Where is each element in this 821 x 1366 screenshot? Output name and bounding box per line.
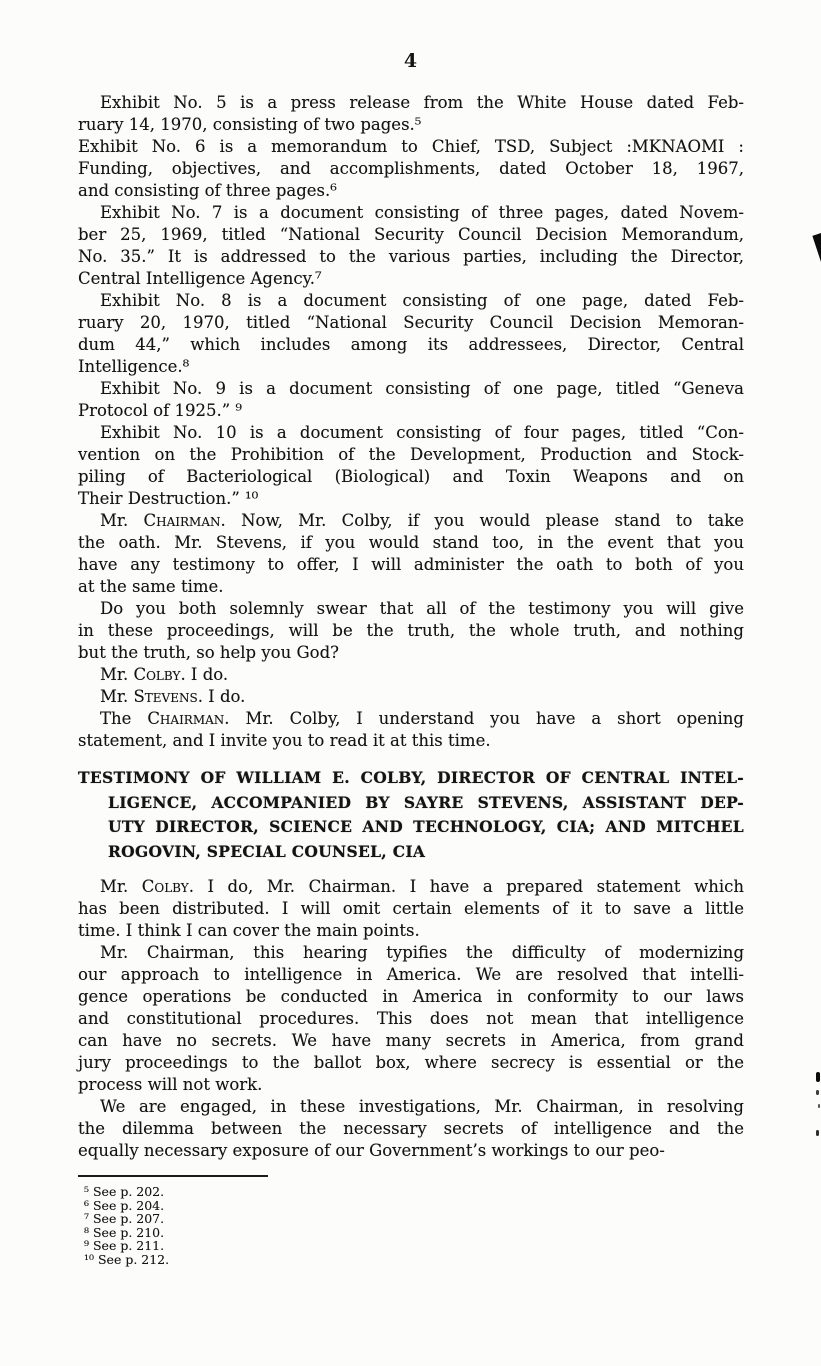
heading-line: UTY DIRECTOR, SCIENCE AND TECHNOLOGY, CIA; AND MITCHEL xyxy=(108,817,744,836)
text-line: Exhibit No. 5 is a press release from the White House dated Feb- xyxy=(100,93,744,112)
text-line: and constitutional procedures. This does not mean that intelligence xyxy=(78,1009,744,1028)
paragraph xyxy=(78,510,744,598)
text-run: Mr. xyxy=(100,511,144,530)
text-line: time. I think I can cover the main points. xyxy=(78,921,420,940)
text-line: the dilemma between the necessary secrets of intelligence and the xyxy=(78,1119,744,1138)
heading-line: ROGOVIN, SPECIAL COUNSEL, CIA xyxy=(108,841,426,861)
text-line xyxy=(78,876,744,898)
text-line: Do you both solemnly swear that all of the testimony you will give xyxy=(100,599,744,618)
text-run: . I do. xyxy=(180,665,229,684)
text-line: equally necessary exposure of our Government’s workings to our peo- xyxy=(78,1141,665,1160)
footnote-item: ⁹ See p. 211. xyxy=(84,1238,165,1253)
text-line: No. 35.” It is addressed to the various parties, including the Director, xyxy=(78,247,744,266)
text-line: Exhibit No. 10 is a document consisting of four pages, titled “Con- xyxy=(100,423,744,442)
text-line: Exhibit No. 6 is a memorandum to Chief, TSD, Subject :MKNAOMI : xyxy=(78,137,744,156)
speaker-name: Colby xyxy=(141,877,189,896)
text-line: ber 25, 1969, titled “National Security Council Decision Memorandum, xyxy=(78,225,744,244)
paragraph xyxy=(78,1096,744,1162)
paragraph xyxy=(78,942,744,1096)
ink-smudge xyxy=(809,233,821,262)
paragraph xyxy=(78,290,744,378)
text-line: We are engaged, in these investigations, Mr. Chairman, in resolving xyxy=(100,1097,744,1116)
paragraph xyxy=(78,422,744,510)
text-line xyxy=(78,664,744,686)
text-run: Mr. xyxy=(100,877,142,896)
text-line xyxy=(78,510,744,532)
footnote-item: ⁷ See p. 207. xyxy=(84,1211,165,1226)
paragraph xyxy=(78,136,744,202)
text-line: and consisting of three pages.⁶ xyxy=(78,181,337,200)
text-line: Central Intelligence Agency.⁷ xyxy=(78,269,322,288)
text-line: has been distributed. I will omit certain elements of it to save a little xyxy=(78,899,744,918)
text-line: our approach to intelligence in America. We are resolved that intelli- xyxy=(78,965,744,984)
text-line: gence operations be conducted in America in conformity to our laws xyxy=(78,987,744,1006)
text-line: Exhibit No. 9 is a document consisting of one page, titled “Geneva xyxy=(100,379,744,398)
testimony-heading xyxy=(78,766,744,864)
speaker-name: Chairman xyxy=(147,709,225,728)
ink-speck xyxy=(816,1072,820,1082)
text-run: The xyxy=(100,709,148,728)
paragraph xyxy=(78,708,744,752)
footnote-item: ⁸ See p. 210. xyxy=(84,1224,165,1240)
text-line: piling of Bacteriological (Biological) and Toxin Weapons and on xyxy=(78,467,744,486)
text-run: Mr. xyxy=(100,687,134,706)
text-line: Exhibit No. 7 is a document consisting of three pages, dated Novem- xyxy=(100,203,744,222)
footnotes xyxy=(78,1185,744,1266)
text-run: . I do. xyxy=(197,687,246,706)
text-line: in these proceedings, will be the truth, the whole truth, and nothing xyxy=(78,621,744,640)
paragraph xyxy=(78,876,744,942)
text-line: at the same time. xyxy=(78,577,224,596)
text-line: ruary 14, 1970, consisting of two pages.⁵ xyxy=(78,115,422,134)
text-line: dum 44,” which includes among its addressees, Director, Central xyxy=(78,335,744,354)
heading-line: TESTIMONY OF WILLIAM E. COLBY, DIRECTOR OF CENTRAL INTEL- xyxy=(78,768,744,787)
text-line: Mr. Chairman, this hearing typifies the difficulty of modernizing xyxy=(100,943,744,962)
ink-speck xyxy=(816,1130,819,1136)
text-line: Funding, objectives, and accomplishments, dated October 18, 1967, xyxy=(78,159,744,178)
speaker-name: Stevens xyxy=(133,687,198,706)
text-run: . Mr. Colby, I understand you have a short opening xyxy=(224,709,744,728)
text-line: have any testimony to offer, I will administer the oath to both of you xyxy=(78,555,744,574)
text-line: Exhibit No. 8 is a document consisting of one page, dated Feb- xyxy=(100,291,744,310)
text-line: Their Destruction.” ¹⁰ xyxy=(78,489,259,508)
ink-speck xyxy=(818,1104,820,1108)
page-number: 4 xyxy=(403,50,419,72)
text-line: can have no secrets. We have many secrets in America, from grand xyxy=(78,1031,744,1050)
text-run: . Now, Mr. Colby, if you would please stand to take xyxy=(220,511,744,530)
speaker-name: Chairman xyxy=(143,511,221,530)
paragraph xyxy=(78,378,744,422)
footnote-item: ⁶ See p. 204. xyxy=(84,1197,165,1213)
text-line: Protocol of 1925.” ⁹ xyxy=(78,401,243,420)
text-line xyxy=(78,708,744,730)
text-line: Intelligence.⁸ xyxy=(78,357,190,376)
text-run: Mr. xyxy=(100,665,134,684)
paragraph xyxy=(78,686,744,708)
page-body xyxy=(78,92,744,1266)
text-line: but the truth, so help you God? xyxy=(78,643,339,662)
paragraph xyxy=(78,598,744,664)
text-line: process will not work. xyxy=(78,1075,263,1094)
footnote-item: ⁵ See p. 202. xyxy=(84,1184,165,1199)
heading-line: LIGENCE, ACCOMPANIED BY SAYRE STEVENS, ASSISTANT DEP- xyxy=(108,792,744,812)
footnote-rule xyxy=(78,1175,268,1177)
footnote-item: ¹⁰ See p. 212. xyxy=(84,1251,170,1267)
text-line: ruary 20, 1970, titled “National Security Council Decision Memoran- xyxy=(78,313,744,332)
paragraph xyxy=(78,92,744,136)
text-line: vention on the Prohibition of the Development, Production and Stock- xyxy=(78,445,744,464)
text-line xyxy=(78,686,744,708)
speaker-name: Colby xyxy=(133,665,181,684)
paragraph xyxy=(78,202,744,290)
paragraph xyxy=(78,664,744,686)
text-run: . I do, Mr. Chairman. I have a prepared statement which xyxy=(188,877,744,896)
text-line: jury proceedings to the ballot box, where secrecy is essential or the xyxy=(78,1053,744,1072)
text-line: the oath. Mr. Stevens, if you would stand too, in the event that you xyxy=(78,533,744,552)
ink-speck xyxy=(816,1090,819,1095)
text-line: statement, and I invite you to read it at this time. xyxy=(78,731,491,750)
